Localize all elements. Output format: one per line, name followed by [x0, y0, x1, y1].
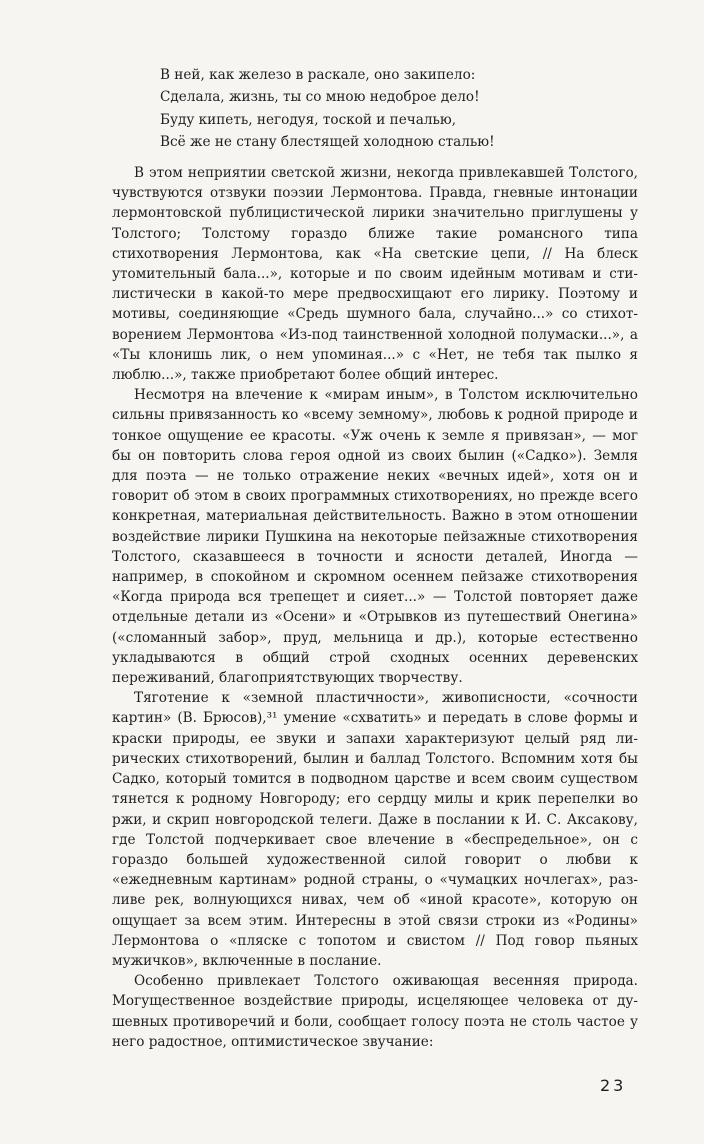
poem-epigraph — [160, 64, 600, 154]
poem-line: Буду кипеть, негодуя, тоской и печалью, — [160, 111, 457, 128]
paragraph-secular-life: В этом неприятии светской жизни, некогда привлекавшей Толстого, чувствуются отзвуки поэзии Лермонтова. Правда, гневные интонации лермонтовской публицистической лирики значительно приглушены у Толстого; Толстому гораздо ближе такие романсного типа стихотворения Лермонтова, как «На светские цепи, // На блеск утомительный бала...», которые и по своим идейным мотивам и стилистически в какой-то мере предвосхищают его лирику. Поэтому и мотивы, соединяющие «Средь шумного бала, случайно...» со стихотворением Лермонтова «Из-под таинственной холодной полумаски...», а «Ты клонишь лик, о нем упоминая...» с «Нет, не тебя так пылко я люблю...», также приобретают более общий интерес. — [112, 165, 638, 384]
page-number: 23 — [600, 1076, 627, 1095]
poem-line: Всё же не стану блестящей холодною сталью! — [160, 134, 495, 151]
body-text — [112, 163, 638, 1052]
paragraph-spring-nature: Особенно привлекает Толстого оживающая весенняя природа. Могущественное воздействие природы, исцеляющее человека от душевных противоречий и боли, сообщает голосу поэта не столь частое у него радостное, оптимистическое звучание: — [112, 973, 638, 1050]
paragraph-earthly-attachment: Несмотря на влечение к «мирам иным», в Толстом исключительно сильны привязанность ко «всему земному», любовь к родной природе и тонкое ощущение ее красоты. «Уж очень к земле я привязан», — мог бы он повторить слова героя одной из своих былин («Садко»). Земля для поэта — не только отражение неких «вечных идей», хотя он и говорит об этом в своих программных стихотворениях, но прежде всего конкретная, материальная действительность. Важно в этом отношении воздействие лирики Пушкина на некоторые пейзажные стихотворения Толстого, сказавшееся в точности и ясности деталей, Иногда — например, в спокойном и скромном осеннем пейзаже стихотворения «Когда природа вся трепещет и сияет...» — Толстой повторяет даже отдельные детали из «Осени» и «Отрывков из путешествий Онегина» («сломанный забор», пруд, мельница и др.), которые естественно укладываются в общий строй сходных осенних деревенских переживаний, благоприятствующих творчеству. — [112, 387, 638, 687]
paragraph-plasticity: Тяготение к «земной пластичности», живописности, «сочности картин» (В. Брюсов),³¹ умение «схватить» и передать в слове формы и краски природы, ее звуки и запахи характеризуют целый ряд лирических стихотворений, былин и баллад Толстого. Вспомним хотя бы Садко, который томится в подводном царстве и всем своим существом тянется к родному Новгороду; его сердцу милы и крик перепелки во ржи, и скрип новгородской телеги. Даже в послании к И. С. Аксакову, где Толстой подчеркивает свое влечение в «беспредельное», он с гораздо большей художественной силой говорит о любви к «ежедневным картинам» родной страны, о «чумацких ночлегах», разливе рек, волнующихся нивах, чем об «иной красоте», которую он ощущает за всем этим. Интересны в этой связи строки из «Родины» Лермонтова о «пляске с топотом и свистом // Под говор пьяных мужичков», включенные в послание. — [112, 690, 638, 969]
poem-line: Сделала, жизнь, ты со мною недоброе дело! — [160, 89, 480, 106]
poem-line: В ней, как железо в раскале, оно закипело: — [160, 67, 476, 83]
